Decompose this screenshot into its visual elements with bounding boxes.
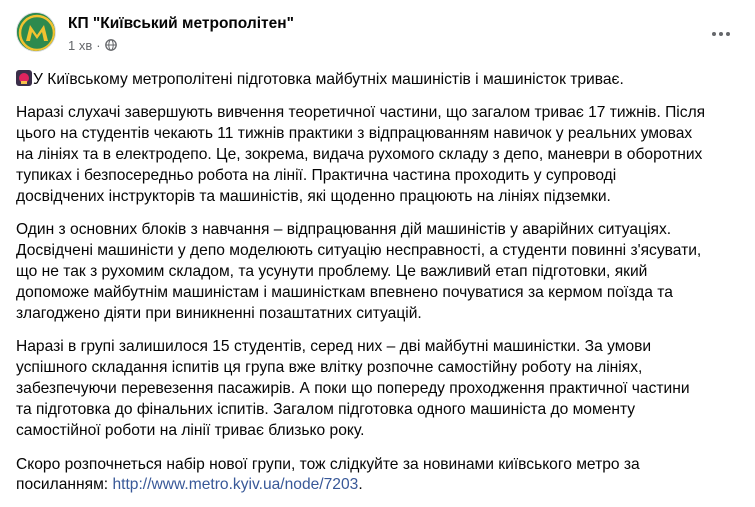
post-text-line: посиланням: [16, 476, 113, 494]
post-text-line: та підготовка до фінальних іспитів. Загалом підготовка одного машиніста до моменту [16, 401, 636, 419]
post-text-line: Наразі в групі залишилося 15 студентів, серед них – дві майбутні машиністки. За умови [16, 338, 652, 356]
post-text-line: цього на студентів чекають 11 тижнів практики з відпрацюванням навичок у реальних умовах [16, 125, 693, 143]
post-text-line: Скоро розпочнеться набір нової групи, тож слідкуйте за новинами київського метро за [16, 455, 640, 473]
globe-icon[interactable] [105, 39, 117, 51]
post-paragraph [16, 455, 751, 497]
post-text-line: що не так з рухомим складом, та усунути проблему. Це важливий етап підготовки, який [16, 263, 648, 281]
more-options-icon [712, 32, 716, 36]
author-name[interactable]: КП "Київський метрополітен" [68, 15, 294, 32]
post-text-line: допоможе майбутнім машиністам і машиністкам впевнено почуватися за кермом поїзда та [16, 284, 673, 302]
post-text-line: тупиках і безпосередньо робота на лінії. Практична частина проходить у супроводі [16, 167, 617, 185]
post-time[interactable]: 1 хв [68, 37, 93, 53]
post-body [16, 70, 751, 507]
post-text-line: досвідчених інструкторів та машиністів, які щоденно працюють на лініях підземки. [16, 188, 611, 206]
post-header [16, 12, 739, 56]
more-options-button[interactable] [703, 16, 739, 52]
post-paragraph [16, 70, 751, 91]
post-text-line: Один з основних блоків з навчання – відпрацювання дій машиністів у аварійних ситуаціях. [16, 221, 672, 239]
post-paragraph [16, 337, 751, 442]
post-paragraph [16, 220, 751, 325]
meta-separator: · [96, 37, 101, 53]
metro-node-link[interactable]: http://www.metro.kyiv.ua/node/7203 [112, 476, 359, 494]
post-text-line: самостійної роботи на лінії триває близько року. [16, 422, 365, 440]
post-text-line: забезпечуючи перевезення пасажирів. А поки що попереду проходження практичної частини [16, 380, 690, 398]
post-text-line: Наразі слухачі завершують вивчення теоретичної частини, що загалом триває 17 тижнів. Після [16, 104, 706, 122]
post-text-line: на лініях та в електродепо. Це, зокрема, видача рухомого складу з депо, маневри в оборотних [16, 146, 703, 164]
post-text-punct: . [358, 476, 363, 494]
post-text-line: У Київському метрополітені підготовка майбутніх машиністів і машиністок триває. [33, 71, 624, 88]
post-text-line: Досвідчені машиністи у депо моделюють ситуацію несправності, а студенти повинні з'ясувати, [16, 242, 702, 260]
post-paragraph [16, 103, 751, 208]
metro-emoji-icon [16, 70, 32, 86]
avatar[interactable] [16, 12, 56, 52]
post-text-line: успішного складання іспитів ця група вже влітку розпочне самостійну роботу на лініях, [16, 359, 643, 377]
post-meta [68, 37, 117, 53]
post-text-line: злагоджено діяти при виникненні позаштатних ситуацій. [16, 305, 422, 323]
kyiv-metro-logo-icon [17, 13, 56, 52]
